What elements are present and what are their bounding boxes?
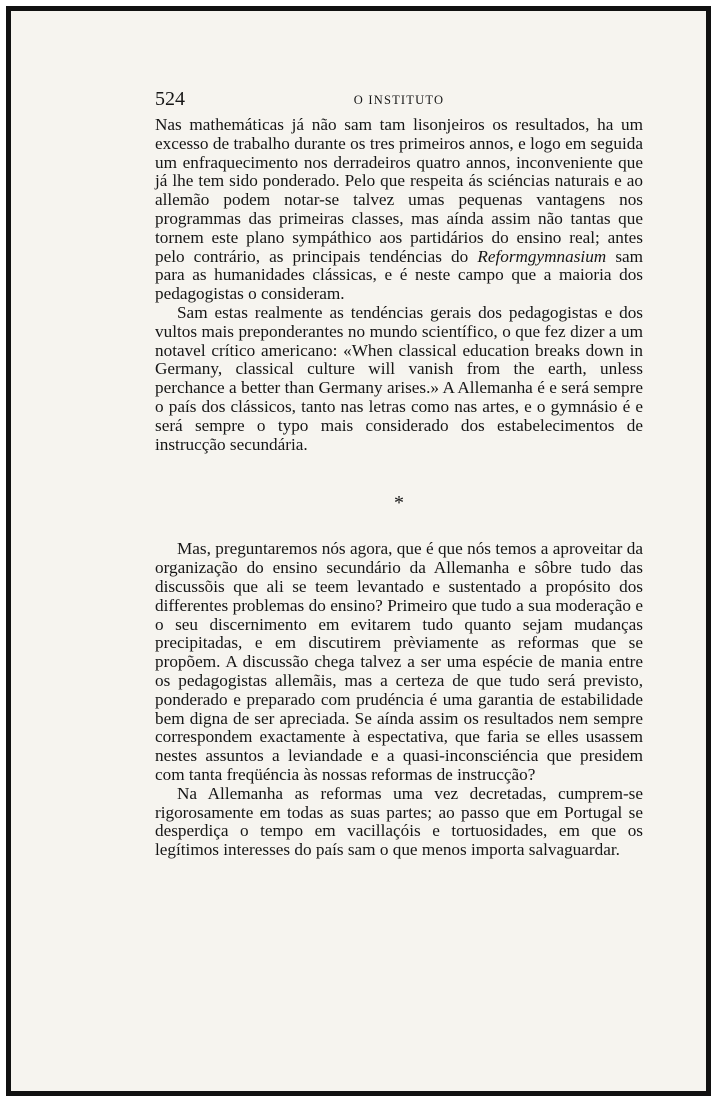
section-two bbox=[155, 540, 643, 860]
paragraph: Na Allemanha as reformas uma vez decretadas, cumprem-se rigorosamente em todas as suas partes; ao passo que em Portugal se desperdiça o tempo em vacillaçóis e tortuosidades, em que os legítimos interesses do país sam o que menos importa salvaguardar. bbox=[155, 783, 643, 860]
paragraph-text: sam para as humanidades clássicas, e é neste campo que a maioria dos pedagogistas o consideram. bbox=[155, 246, 644, 304]
paragraph-text: Nas mathemáticas já não sam tam lisonjeiros os resultados, ha um excesso de trabalho durante os tres primeiros annos, e logo em seguida um enfraquecimento nos derradeiros quatro annos, inconveniente que já lhe tem sido ponderado. Pelo que respeita ás sciéncias naturais e ao allemão podem notar-se talvez umas pequenas vantagens nos programmas das primeiras classes, mas aínda assim não tantas que tornem este plano sympáthico aos partidários do ensino real; antes pelo contrário, as principais tendéncias do bbox=[155, 115, 643, 266]
paragraph bbox=[155, 116, 643, 304]
paragraph: Mas, preguntaremos nós agora, que é que nós temos a aproveitar da organização do ensino secundário da Allemanha e sôbre tudo das discussõis que ali se teem levantado e sustentado a propósito dos differentes problemas do ensino? Primeiro que tudo a sua moderação e o seu discernimento em evitarem tudo quanto sejam mudanças precipitadas, e em discutirem prèviamente as reformas que se propõem. A discussão chega talvez a ser uma espécie de mania entre os pedagogistas allemãis, mas a certeza de que tudo será previsto, ponderado e preparado com prudéncia é uma garantia de estabilidade bem digna de ser apreciada. Se aínda assim os resultados nem sempre correspondem exactamente à espectativa, que faria se elles usassem nestes assuntos a leviandade e a quasi-inconsciéncia que presidem com tanta freqüéncia às nossas reformas de instrucção? bbox=[155, 539, 643, 784]
page-number: 524 bbox=[155, 88, 185, 110]
running-head bbox=[155, 82, 643, 116]
running-title: O INSTITUTO bbox=[353, 93, 445, 107]
section-one bbox=[155, 116, 643, 454]
section-separator: * bbox=[394, 492, 404, 515]
italic-term: Reformgymnasium bbox=[477, 246, 607, 266]
paragraph: Sam estas realmente as tendéncias gerais dos pedagogistas e dos vultos mais preponderantes no mundo scientífico, o que fez dizer a um notavel crítico americano: «When classical education breaks down in Germany, classical culture will vanish from the earth, unless perchance a better than Germany arises.» A Allemanha é e será sempre o país dos clássicos, tanto nas letras como nas artes, e o gymnásio é e será sempre o typo mais considerado dos estabelecimentos de instrucção secundária. bbox=[155, 302, 643, 454]
document-page bbox=[155, 82, 643, 860]
